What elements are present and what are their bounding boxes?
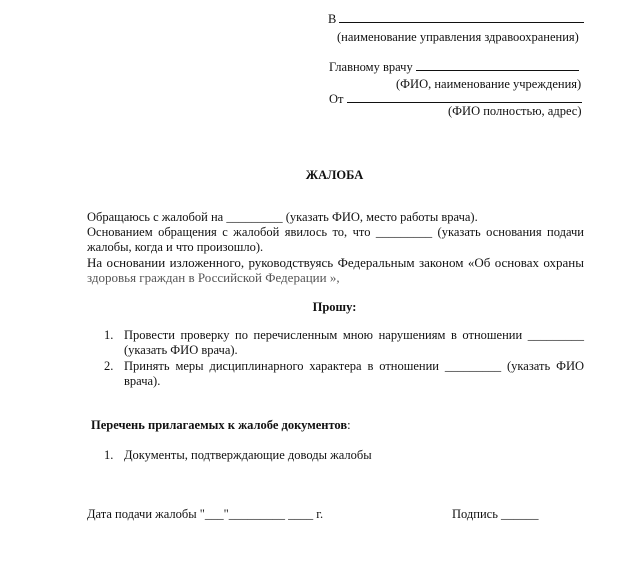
attachment-1-number: 1. [104,448,114,462]
body-line-2: Основанием обращения с жалобой явилось то, что _________ (указать основания подачи [87,225,584,239]
request-2-line-2: врача). [124,374,161,388]
attachment-1-text: Документы, подтверждающие доводы жалобы [124,448,372,462]
to-line [328,10,584,27]
to-label: В [328,12,337,26]
attachments-heading [91,418,351,433]
signature-line: Подпись ______ [452,507,539,521]
request-1-line-1: Провести проверку по перечисленным мною нарушениям в отношении _________ [124,328,584,342]
submission-date-line: Дата подачи жалобы "___"_________ ____ г. [87,507,324,521]
request-1-number: 1. [104,328,114,342]
request-2-line-1: Принять меры дисциплинарного характера в отношении _________ (указать ФИО [124,359,584,373]
chief-label: Главному врачу [329,60,413,74]
document-title: ЖАЛОБА [305,168,364,182]
request-heading: Прошу: [312,300,357,314]
attachments-heading-text: Перечень прилагаемых к жалобе документов [91,418,348,432]
request-1-line-2: (указать ФИО врача). [124,343,238,357]
request-2-number: 2. [104,359,114,373]
chief-line [329,58,579,75]
from-caption: (ФИО полностью, адрес) [448,104,582,118]
to-caption: (наименование управления здравоохранения) [337,30,579,44]
chief-caption: (ФИО, наименование учреждения) [396,77,582,91]
body-line-5: здоровья граждан в Российской Федерации », [87,270,340,285]
body-line-3: жалобы, когда и что произошло). [87,240,264,254]
body-line-1: Обращаюсь с жалобой на _________ (указать ФИО, место работы врача). [87,210,478,224]
to-blank [339,10,584,23]
body-line-4: На основании изложенного, руководствуясь Федеральным законом «Об основах охраны [87,255,584,270]
from-blank [347,90,582,103]
from-label: От [329,92,344,106]
attachments-heading-colon: : [347,418,351,432]
chief-blank [416,58,579,71]
